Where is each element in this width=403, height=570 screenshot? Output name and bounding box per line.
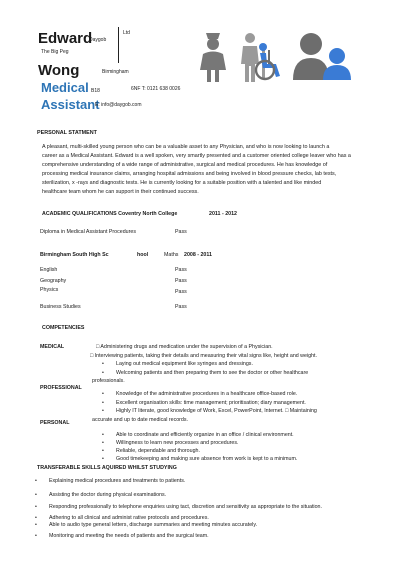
statement-line: career as a Medical Assistant. Edward is a well spoken, very smartly presented and a customer oriented college leaver who has a [42, 153, 351, 159]
personal-statement-text [42, 143, 372, 197]
school-name-tail: hool [137, 252, 149, 258]
personal-bullet: • Good timekeeping and making sure absence from work is kept to a minimum. [116, 456, 297, 462]
professional-item-tail: accurate and up to date medical records. [92, 417, 188, 423]
personal-bullet: • Able to coordinate and efficiently organize in an office / clinical environment. [116, 432, 294, 438]
transferable-item: • Monitoring and meeting the needs of patients and the surgical team. [49, 533, 209, 539]
subject-result: Pass [175, 267, 187, 273]
postcode-phone: 6NF T: 0121 638 0026 [131, 86, 181, 92]
first-name-suffix: Daygob [89, 37, 107, 43]
transferable-item: • Responding professionally to telephone enquiries using tact, discretion and sensitivity as appropriate to the situation. [49, 504, 322, 510]
medical-bullet: • Laying out medical equipment like syringes and dressings. [116, 361, 253, 367]
personal-bullet: • Willingness to learn new processes and procedures. [116, 440, 238, 446]
personal-statement-heading: PERSONAL STATMENT [37, 130, 97, 136]
school-name: Birmingham South High Sc [40, 252, 109, 258]
medical-bullet: • Welcoming patients and then preparing them to see the doctor or other healthcare [116, 370, 308, 376]
medical-item: □ Administering drugs and medication under the supervision of a Physician. [96, 344, 273, 350]
professional-bullet: • Knowledge of the administrative procedures in a healthcare office-based role. [116, 391, 297, 397]
email: E: info@daygob.com [95, 102, 142, 108]
subject-name: Business Studies [40, 304, 81, 310]
medical-label: MEDICAL [40, 344, 65, 350]
subject-result: Pass [175, 289, 187, 295]
subject-name: English [40, 267, 58, 273]
statement-line: comprehensive understanding of a wide range of administrative, surgical and medical procedures. He has knowledge of [42, 162, 328, 168]
personal-label: PERSONAL [40, 420, 70, 426]
subject-result: Pass [175, 304, 187, 310]
subject-result: Pass [175, 278, 187, 284]
school-years: 2008 - 2011 [184, 252, 212, 258]
statement-line: healthcare team whom he can support in their continued success. [42, 189, 199, 195]
header-divider [118, 27, 119, 63]
diploma: Diploma in Medical Assistant Procedures [40, 229, 136, 235]
maths-label: Maths [164, 252, 179, 258]
job-title-line-2: Assistant [41, 97, 100, 112]
postcode-part: B18 [91, 88, 100, 94]
subject-name: Physics [40, 287, 59, 293]
professional-label: PROFESSIONAL [40, 385, 82, 391]
address-line-1: The Big Peg [41, 49, 69, 55]
personal-bullet: • Reliable, dependable and thorough. [116, 448, 200, 454]
medical-item: □ Interviewing patients, taking their details and measuring their vital signs like, height and weight. [90, 353, 317, 359]
first-name: Edward [38, 30, 93, 47]
statement-line: sterilization, x -rays and diagnostic tests. He is currently looking for a suitable position with a talented and like minded [42, 180, 322, 186]
job-title-line-1: Medical [41, 80, 89, 95]
subject-name: Geography [40, 278, 67, 284]
diploma-result: Pass [175, 229, 187, 235]
transferable-item: • Able to audio type general letters, discharge summaries and meeting minutes accurately. [49, 522, 257, 528]
statement-line: processing medical insurance claims, arranging hospital admissions and being involved in blood pressure checks, lab tests, [42, 171, 337, 177]
ltd-label: Ltd [123, 30, 130, 36]
address-city: Birmingham [102, 69, 129, 75]
professional-bullet: • Highly IT literate, good knowledge of Work, Excel, PowerPoint, Internet. □ Maintaining [116, 408, 317, 414]
statement-line: A pleasant, multi-skilled young person who can be a valuable asset to any Physician, and who is now looking to launch a [42, 144, 330, 150]
competencies-heading: COMPETENCIES [42, 325, 85, 331]
professional-bullet: • Excellent organisation skills: time management; prioritisation; diary management. [116, 400, 306, 406]
transferable-item: • Adhering to all clinical and administ rative protocols and procedures. [49, 515, 209, 521]
academic-heading: ACADEMIC QUALIFICATIONS Coventry North College [42, 211, 178, 217]
transferable-heading: TRANSFERABLE SKILLS AQUIRED WHILST STUDYING [37, 465, 177, 471]
last-name: Wong [38, 62, 80, 79]
academic-years: 2011 - 2012 [209, 211, 237, 217]
transferable-item: • Assisting the doctor during physical examinations. [49, 492, 166, 498]
medical-item-tail: professionals. [92, 378, 125, 384]
nurse-icon [197, 30, 229, 84]
transferable-item: • Explaining medical procedures and treatments to patients. [49, 478, 185, 484]
team-icon [291, 32, 353, 80]
wheelchair-icon [254, 42, 286, 82]
